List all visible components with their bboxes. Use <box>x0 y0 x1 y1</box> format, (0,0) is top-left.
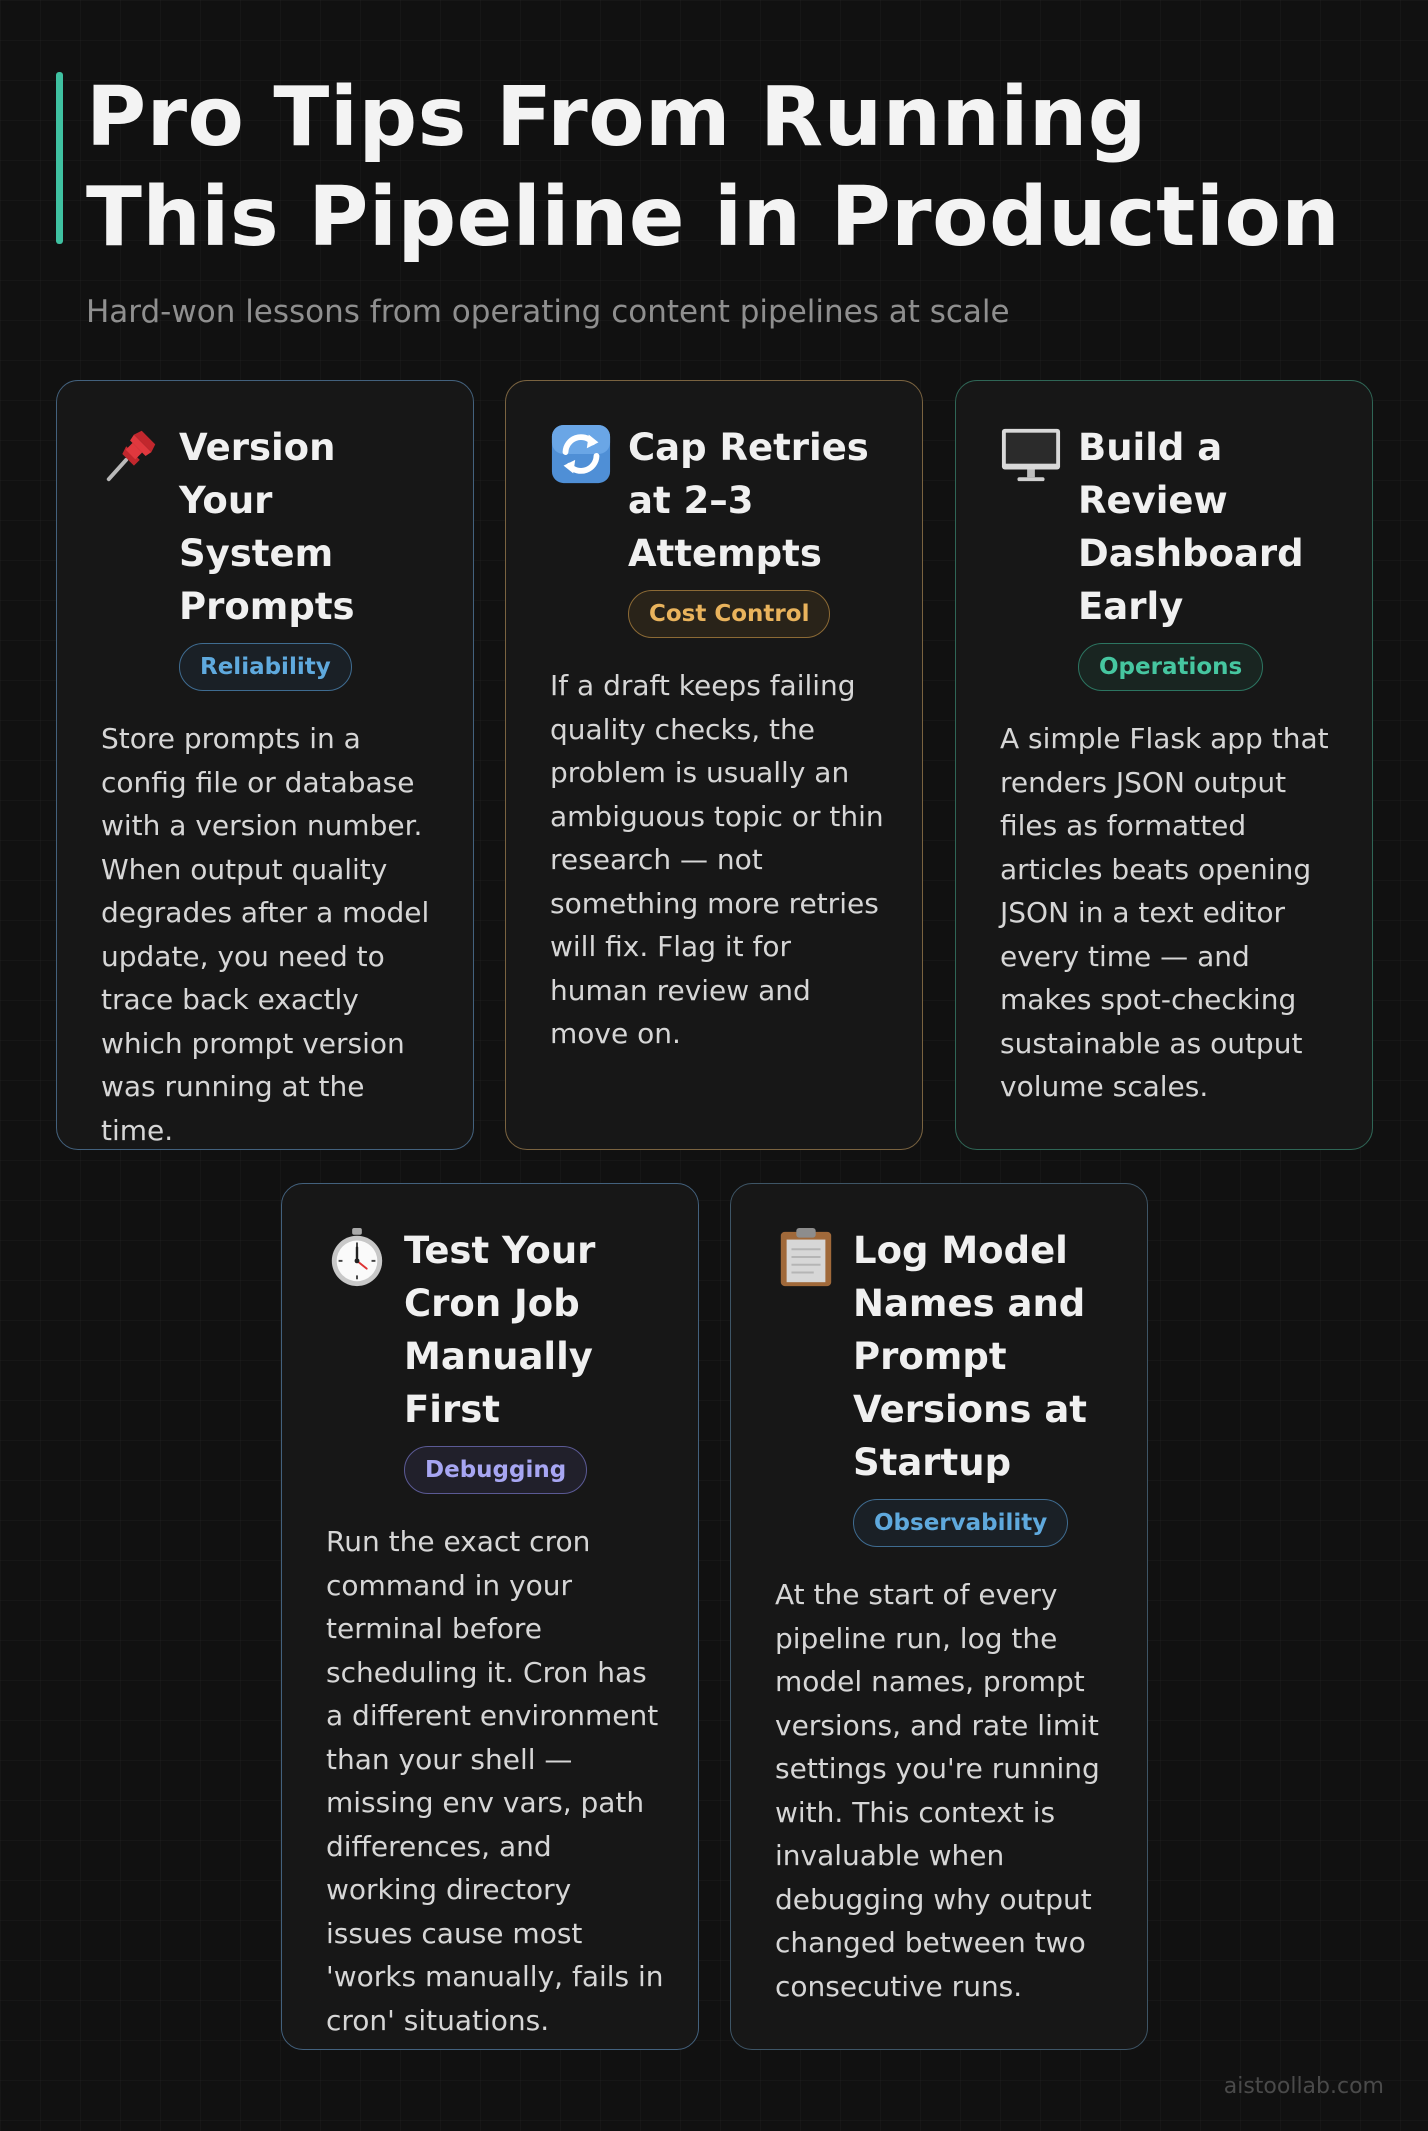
tip-card-review-dashboard <box>955 380 1373 1150</box>
tag-badge: Debugging <box>404 1446 587 1494</box>
tag-badge: Reliability <box>179 643 352 691</box>
tip-title: Build a Review Dashboard Early <box>1078 426 1304 628</box>
tip-card-heading <box>628 421 888 638</box>
arrows-cycle-icon <box>550 423 612 485</box>
tip-card-test-cron <box>281 1183 699 2050</box>
tip-body: At the start of every pipeline run, log the model names, prompt versions, and rate limit settings you're running with. This context is invaluable when debugging why output changed between two consecutive runs. <box>775 1578 1100 2003</box>
stopwatch-icon <box>326 1226 388 1288</box>
page-title: Pro Tips From Running This Pipeline in Production <box>86 70 1341 265</box>
tip-body: If a draft keeps failing quality checks, the problem is usually an ambiguous topic or thin research — not something more retries will fix. Flag it for human review and move on. <box>550 669 884 1050</box>
page-subtitle: Hard-won lessons from operating content pipelines at scale <box>86 294 1010 330</box>
tip-card-header <box>775 1224 1113 1547</box>
tag-badge: Operations <box>1078 643 1263 691</box>
tip-title: Log Model Names and Prompt Versions at Startup <box>853 1229 1087 1484</box>
tip-title: Test Your Cron Job Manually First <box>404 1229 596 1431</box>
tip-card-header <box>101 421 439 691</box>
tip-card-header <box>1000 421 1338 691</box>
tip-body: Store prompts in a config file or database with a version number. When output quality degrades after a model update, you need to trace back exactly which prompt version was running at the time. <box>101 722 430 1147</box>
tip-card-version-prompts <box>56 380 474 1150</box>
clipboard-icon <box>775 1226 837 1288</box>
monitor-icon <box>1000 423 1062 485</box>
tip-card-heading <box>179 421 439 691</box>
tip-card-header <box>326 1224 664 1494</box>
tag-badge: Observability <box>853 1499 1068 1547</box>
tip-card-cap-retries <box>505 380 923 1150</box>
tip-title: Version Your System Prompts <box>179 426 355 628</box>
page-header <box>56 68 1356 330</box>
tip-title: Cap Retries at 2–3 Attempts <box>628 426 869 575</box>
tip-body: A simple Flask app that renders JSON output files as formatted articles beats opening JSON in a text editor every time — and makes spot-checking sustainable as output volume scales. <box>1000 722 1329 1103</box>
title-accent-bar <box>56 72 63 244</box>
tip-body: Run the exact cron command in your terminal before scheduling it. Cron has a different environment than your shell — missing env vars, path differences, and working directory issues cause most 'works manually, fails in cron' situations. <box>326 1525 664 2037</box>
tag-badge: Cost Control <box>628 590 830 638</box>
pushpin-icon <box>101 423 163 485</box>
tip-card-heading <box>853 1224 1113 1547</box>
watermark: aistoollab.com <box>1223 2074 1384 2099</box>
tip-card-heading <box>1078 421 1338 691</box>
title-block <box>56 68 1356 268</box>
tip-card-log-models <box>730 1183 1148 2050</box>
tip-card-header <box>550 421 888 638</box>
tip-card-heading <box>404 1224 664 1494</box>
